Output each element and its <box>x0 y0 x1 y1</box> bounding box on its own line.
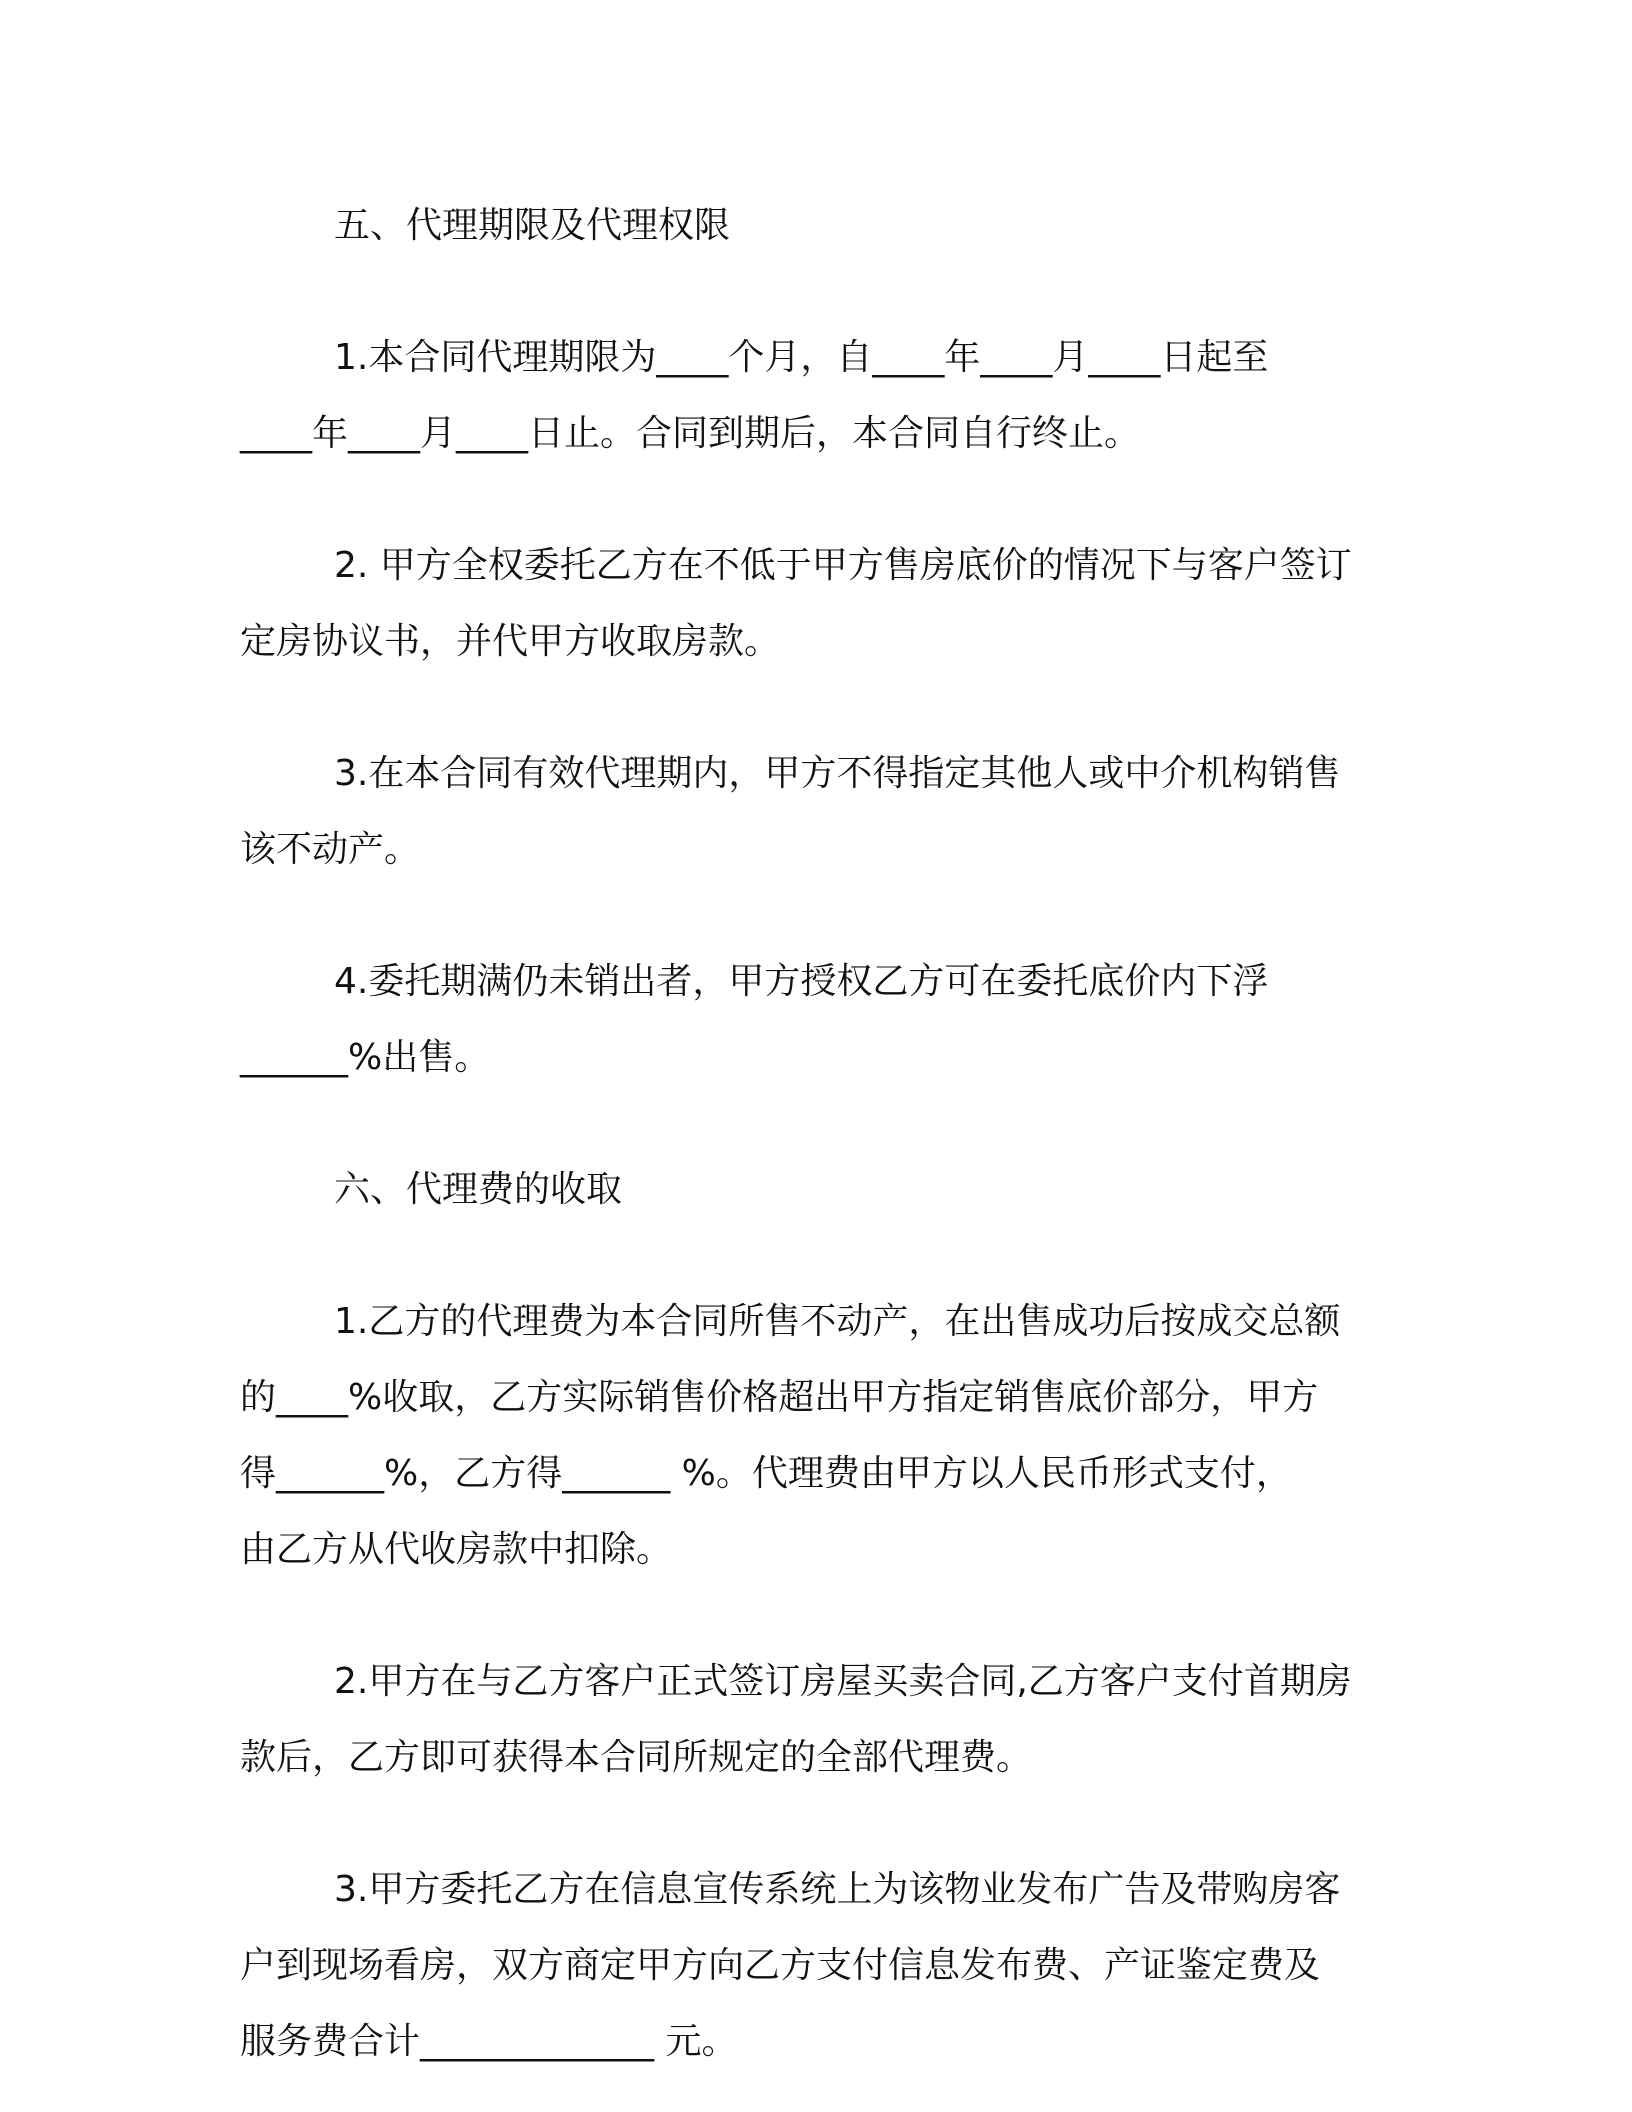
clause-line: 2.甲方在与乙方客户正式签订房屋买卖合同,乙方客户支付首期房 <box>334 1661 1352 1702</box>
clause-line: 款后，乙方即可获得本合同所规定的全部代理费。 <box>240 1737 1033 1778</box>
clause-line: ______%出售。 <box>240 1037 491 1078</box>
section-5-heading: 五、代理期限及代理权限 <box>334 205 731 246</box>
clause-line: 的____%收取，乙方实际销售价格超出甲方指定销售底价部分，甲方 <box>240 1377 1319 1418</box>
clause-line: 由乙方从代收房款中扣除。 <box>240 1529 673 1570</box>
section-5-clause-4 <box>240 944 1392 1096</box>
section-5-clause-3 <box>240 736 1392 888</box>
clause-line: 1.乙方的代理费为本合同所售不动产，在出售成功后按成交总额 <box>334 1301 1341 1342</box>
clause-line: 得______%，乙方得______ %。代理费由甲方以人民币形式支付， <box>240 1453 1292 1494</box>
clause-line: ____年____月____日止。合同到期后，本合同自行终止。 <box>240 413 1141 454</box>
clause-line: 1.本合同代理期限为____个月，自____年____月____日起至 <box>334 337 1269 378</box>
clause-line: 2. 甲方全权委托乙方在不低于甲方售房底价的情况下与客户签订 <box>334 545 1352 586</box>
section-6-clause-1 <box>240 1284 1392 1588</box>
clause-line: 3.甲方委托乙方在信息宣传系统上为该物业发布广告及带购房客 <box>334 1869 1341 1910</box>
clause-line: 3.在本合同有效代理期内，甲方不得指定其他人或中介机构销售 <box>334 753 1341 794</box>
document-body <box>240 188 1392 2080</box>
section-6-clause-2 <box>240 1644 1392 1796</box>
clause-line: 定房协议书，并代甲方收取房款。 <box>240 621 781 662</box>
section-6-heading: 六、代理费的收取 <box>334 1169 623 1210</box>
clause-line: 4.委托期满仍未销出者，甲方授权乙方可在委托底价内下浮 <box>334 961 1269 1002</box>
clause-line: 该不动产。 <box>240 829 421 870</box>
clause-line: 服务费合计_____________ 元。 <box>240 2021 738 2062</box>
clause-line: 户到现场看房，双方商定甲方向乙方支付信息发布费、产证鉴定费及 <box>240 1945 1321 1986</box>
section-5-clause-1 <box>240 320 1392 472</box>
section-5-clause-2 <box>240 528 1392 680</box>
section-6-clause-3 <box>240 1852 1392 2080</box>
